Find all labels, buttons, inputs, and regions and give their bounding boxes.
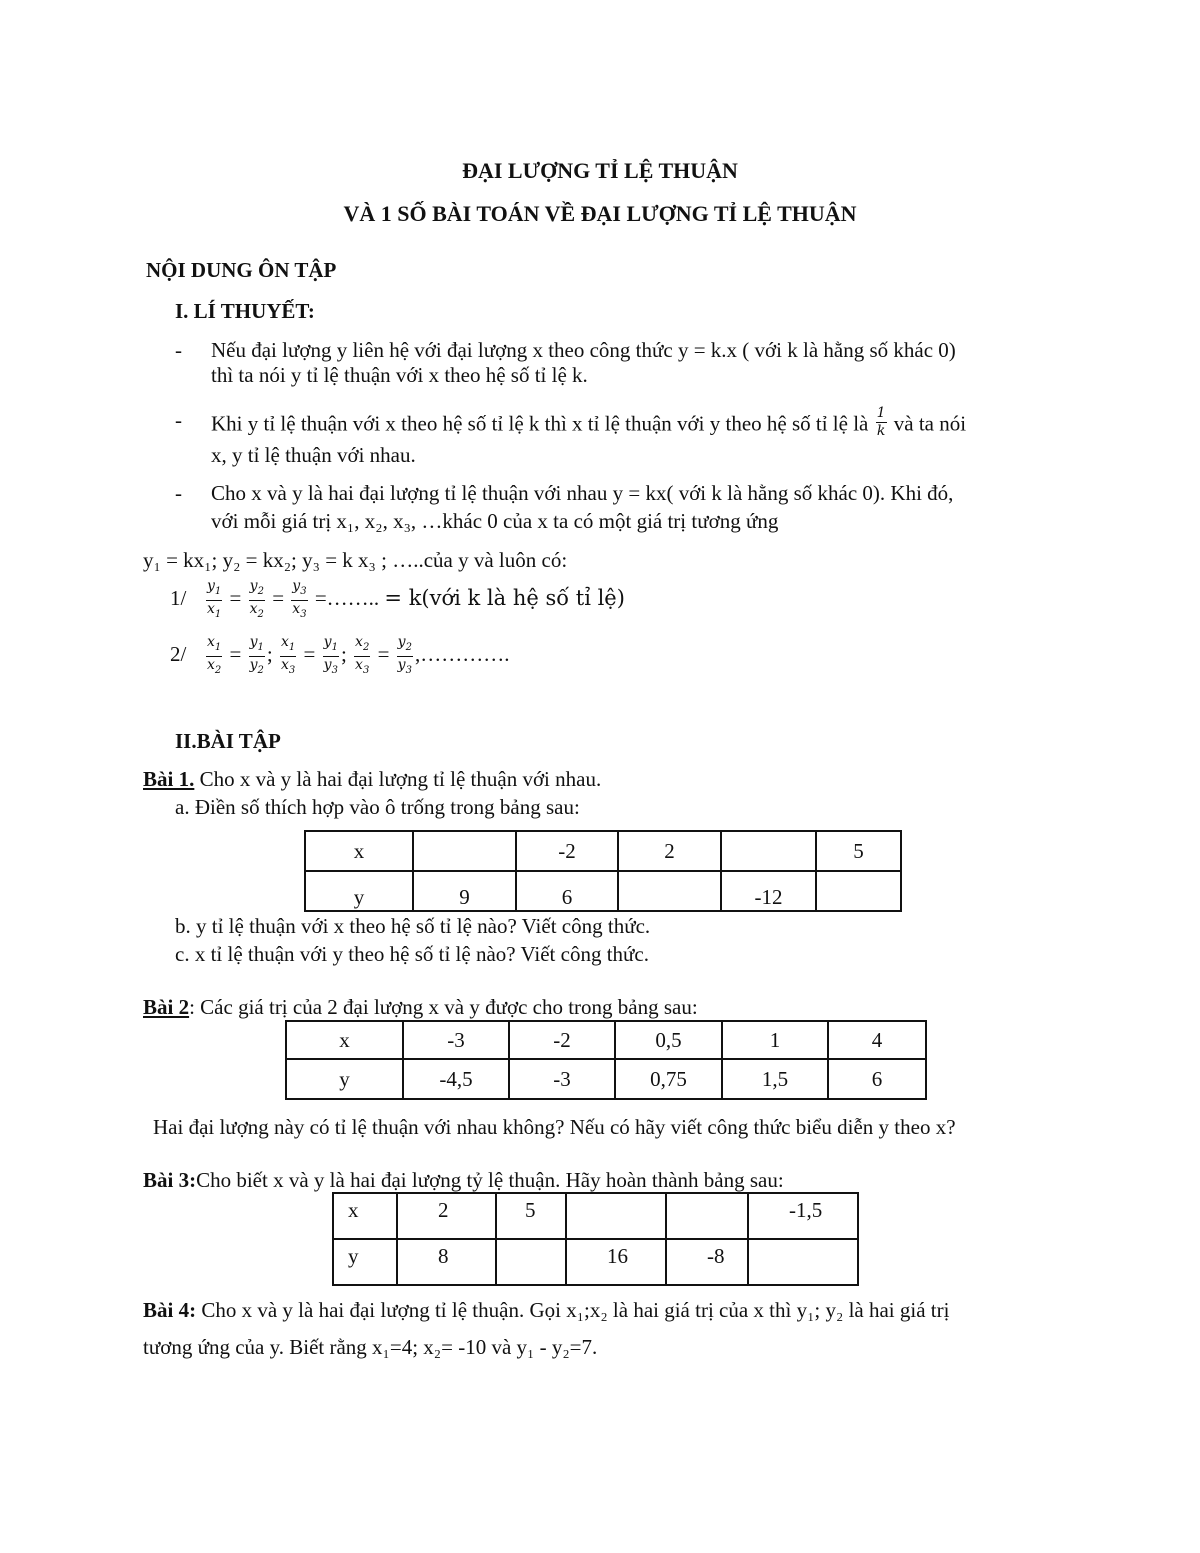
table-cell: -3 — [509, 1059, 615, 1099]
exercise-1-part-c: c. x tỉ lệ thuận với y theo hệ số tỉ lệ nào? Viết công thức. — [175, 942, 649, 966]
table-row — [286, 1059, 926, 1099]
table-cell: 2 — [397, 1193, 496, 1239]
exercise-1-intro — [143, 767, 601, 792]
bullet-dash: - — [175, 338, 182, 362]
table-cell: 6 — [828, 1059, 926, 1099]
table-cell: 1,5 — [722, 1059, 828, 1099]
table-row — [305, 831, 901, 871]
bullet-dash: - — [175, 481, 182, 505]
exercise-4-line-2: tương ứng của y. Biết rằng x₁=4; x₂= -10 và y₁ - y₂=7. — [143, 1335, 598, 1359]
table-cell: 16 — [566, 1239, 666, 1285]
theory-bullet-1-line-1: Nếu đại lượng y liên hệ với đại lượng x theo công thức y = k.x ( với k là hằng số khác 0) — [211, 338, 956, 362]
formula-1-label: 1/ — [170, 586, 187, 610]
doc-title: ĐẠI LƯỢNG TỈ LỆ THUẬN — [462, 158, 738, 183]
table-cell — [566, 1193, 666, 1239]
exercise-4-text: Cho x và y là hai đại lượng tỉ lệ thuận. Gọi x₁;x₂ là hai giá trị của x thì y₁; y₂ là hai giá trị — [201, 1298, 950, 1322]
theory-bullet-2-tail: và ta nói — [893, 411, 967, 436]
exercises-heading: II.BÀI TẬP — [175, 729, 281, 753]
table-cell: x — [286, 1021, 403, 1059]
table-cell — [721, 831, 816, 871]
exercise-2-intro — [143, 995, 698, 1020]
exercise-3-intro — [143, 1168, 784, 1193]
formula-1: $\frac{y_1}{x_1}$ = $\frac{y_2}{x_2}$ = $\frac{y_3}{x_3}$ =…….. = k(với k là hệ số tỉ lệ) — [207, 578, 625, 620]
exercise-4-line-1 — [143, 1298, 949, 1323]
table-cell: -2 — [509, 1021, 615, 1059]
table-cell: y — [333, 1239, 397, 1285]
section-heading: NỘI DUNG ÔN TẬP — [146, 258, 337, 282]
table-cell: 5 — [816, 831, 901, 871]
table-cell — [496, 1239, 566, 1285]
formula-1-tail: = k(với k là hệ số tỉ lệ) — [384, 586, 625, 611]
table-cell: 8 — [397, 1239, 496, 1285]
table-cell: 4 — [828, 1021, 926, 1059]
formula-2-tail: ,…………. — [414, 642, 510, 667]
exercise-1-text: Cho x và y là hai đại lượng tỉ lệ thuận với nhau. — [194, 767, 602, 791]
table-cell: y — [305, 871, 413, 911]
table-cell: -4,5 — [403, 1059, 509, 1099]
table-row — [286, 1021, 926, 1059]
table-cell — [413, 831, 516, 871]
table-row — [305, 871, 901, 911]
doc-subtitle: VÀ 1 SỐ BÀI TOÁN VỀ ĐẠI LƯỢNG TỈ LỆ THUẬN — [343, 201, 857, 226]
table-cell: y — [286, 1059, 403, 1099]
bullet-dash: - — [175, 408, 182, 432]
table-cell: -2 — [516, 831, 618, 871]
table-row — [333, 1193, 858, 1239]
formula-2: $\frac{x_1}{x_2}$ = $\frac{y_1}{y_2}$ ; $\frac{x_1}{x_3}$ = $\frac{y_1}{y_3}$ ; $\frac{x_2}{x_3}$ = $\frac{y_2}{y_3}$ ,…………. — [207, 634, 510, 676]
theory-heading: I. LÍ THUYẾT: — [175, 299, 315, 323]
exercise-1-part-a: a. Điền số thích hợp vào ô trống trong bảng sau: — [175, 795, 580, 819]
table-cell: 2 — [618, 831, 721, 871]
exercise-3-text: Cho biết x và y là hai đại lượng tỷ lệ thuận. Hãy hoàn thành bảng sau: — [196, 1168, 784, 1192]
exercise-2-table — [285, 1020, 927, 1100]
exercise-4-label: Bài 4: — [143, 1298, 197, 1322]
exercise-1-table — [304, 830, 902, 912]
exercise-3-label: Bài 3: — [143, 1168, 197, 1192]
table-cell — [816, 871, 901, 911]
exercise-2-question: Hai đại lượng này có tỉ lệ thuận với nhau không? Nếu có hãy viết công thức biểu diễn y theo x? — [153, 1115, 956, 1139]
table-cell — [666, 1193, 748, 1239]
table-cell: -3 — [403, 1021, 509, 1059]
table-cell: -8 — [666, 1239, 748, 1285]
one-over-k-fraction: $\frac{1}{k}$ — [876, 405, 886, 439]
theory-bullet-2-line-2: x, y tỉ lệ thuận với nhau. — [211, 443, 416, 467]
theory-bullet-1-line-2: thì ta nói y tỉ lệ thuận với x theo hệ số tỉ lệ k. — [211, 363, 588, 387]
formula-2-label: 2/ — [170, 642, 187, 666]
exercise-1-label: Bài 1. — [143, 767, 195, 791]
table-cell: -12 — [721, 871, 816, 911]
table-cell — [748, 1239, 858, 1285]
table-cell: 9 — [413, 871, 516, 911]
y-values-line: y₁ = kx₁; y₂ = kx₂; y₃ = k x₃ ; …..của y và luôn có: — [143, 548, 568, 572]
table-cell: -1,5 — [748, 1193, 858, 1239]
theory-bullet-2-line-1 — [211, 405, 967, 443]
exercise-2-text: : Các giá trị của 2 đại lượng x và y được cho trong bảng sau: — [189, 995, 698, 1019]
exercise-2-label: Bài 2 — [143, 995, 190, 1019]
theory-bullet-2-text: Khi y tỉ lệ thuận với x theo hệ số tỉ lệ k thì x tỉ lệ thuận với y theo hệ số tỉ lệ là — [211, 411, 869, 436]
theory-bullet-3-line-1: Cho x và y là hai đại lượng tỉ lệ thuận với nhau y = kx( với k là hằng số khác 0). Khi đó, — [211, 481, 954, 505]
table-row — [333, 1239, 858, 1285]
table-cell: 5 — [496, 1193, 566, 1239]
table-cell: x — [333, 1193, 397, 1239]
theory-bullet-3-line-2: với mỗi giá trị x₁, x₂, x₃, …khác 0 của x ta có một giá trị tương ứng — [211, 509, 779, 533]
table-cell: 0,75 — [615, 1059, 722, 1099]
table-cell — [618, 871, 721, 911]
exercise-1-part-b: b. y tỉ lệ thuận với x theo hệ số tỉ lệ nào? Viết công thức. — [175, 914, 651, 938]
exercise-3-table — [332, 1192, 859, 1286]
table-cell: 0,5 — [615, 1021, 722, 1059]
table-cell: 1 — [722, 1021, 828, 1059]
table-cell: 6 — [516, 871, 618, 911]
table-cell: x — [305, 831, 413, 871]
